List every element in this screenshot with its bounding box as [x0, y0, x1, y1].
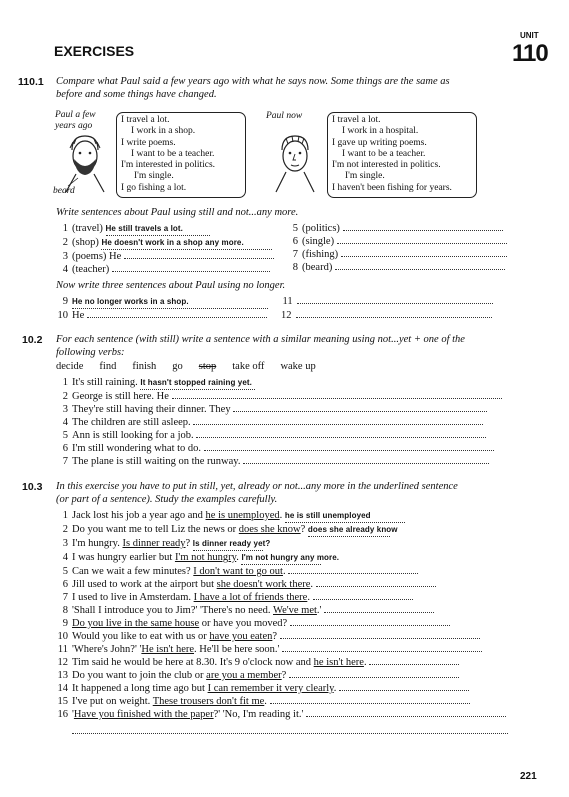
sentence-text: ? [300, 524, 306, 535]
underlined-phrase: does she know [238, 524, 301, 535]
sentence-text: .' [316, 605, 322, 616]
list-item [56, 604, 516, 617]
sentence-text: . [363, 657, 367, 668]
sentence-text: 'Where's John?' ' [72, 644, 142, 655]
sentence-text: . [279, 510, 283, 521]
list-item [56, 551, 516, 565]
sentence-text: . He'll be here soon.' [194, 644, 280, 655]
sentence-text: or have you moved? [199, 618, 288, 629]
answer-field[interactable]: He no longer works in a shop. [72, 295, 268, 309]
list-item: 4 The children are still asleep. [56, 416, 516, 429]
answer-field[interactable] [87, 317, 267, 318]
final-answer-line[interactable] [72, 732, 508, 734]
item-number: 4 [62, 552, 68, 563]
sentence-text: . [307, 592, 310, 603]
list-item: 5 (politics) [286, 222, 506, 235]
list-item: 3 (poems) He [56, 250, 286, 263]
answer-field[interactable] [341, 256, 507, 257]
list-item: 8 (beard) [286, 261, 506, 274]
unit-label: UNIT [520, 31, 539, 40]
task-instruction-2: Now write three sentences about Paul using no longer. [56, 280, 286, 291]
unit-number: 110 [512, 40, 548, 67]
answer-field[interactable]: he is still unemployed [285, 509, 405, 523]
item-number: 14 [57, 683, 68, 694]
list-item: 1 It's still raining. It hasn't stopped raining yet. [56, 376, 516, 390]
answer-field[interactable] [369, 664, 459, 665]
answer-field[interactable] [335, 269, 505, 270]
answer-field[interactable] [193, 424, 483, 425]
item-number: 6 [62, 579, 68, 590]
sentence-text: . [282, 566, 286, 577]
answer-field[interactable] [204, 450, 494, 451]
answer-list-right [286, 222, 506, 274]
list-item [56, 708, 516, 721]
speech-bubble-before: I travel a lot. I work in a shop. I write poems. I want to be a teacher. I'm interested in politics. I'm single. I go fishing a lot. [116, 112, 246, 198]
list-item [56, 523, 516, 537]
sentence-list [56, 376, 516, 468]
item-number: 2 [62, 524, 68, 535]
item-number: 13 [57, 670, 68, 681]
underlined-phrase: are you a member [206, 670, 282, 681]
item-number: 9 [62, 618, 68, 629]
sentence-text: I've put on weight. [72, 696, 153, 707]
answer-field[interactable] [112, 271, 270, 272]
underlined-phrase: He isn't here [141, 644, 195, 655]
item-number: 5 [62, 566, 68, 577]
list-item [56, 669, 516, 682]
list-item [56, 537, 516, 551]
answer-field[interactable] [324, 612, 434, 613]
sentence-text: ?' 'No, I'm reading it.' [213, 709, 304, 720]
answer-field[interactable] [296, 317, 492, 318]
list-item: 3 They're still having their dinner. They [56, 403, 516, 416]
sentence-text: Jack lost his job a year ago and [72, 510, 206, 521]
page-title: EXERCISES [54, 43, 135, 59]
list-item [56, 695, 516, 708]
answer-field[interactable] [288, 573, 418, 574]
list-item [56, 617, 516, 630]
answer-field[interactable] [233, 411, 487, 412]
list-item: 10 He 12 [56, 309, 516, 322]
answer-field[interactable]: He still travels a lot. [106, 222, 210, 236]
sentence-text: Do you want to join the club or [72, 670, 207, 681]
item-number: 16 [57, 709, 68, 720]
list-item: 2 (shop) He doesn't work in a shop any more. [56, 236, 286, 250]
page-number: 221 [520, 771, 537, 782]
answer-field[interactable] [313, 599, 413, 600]
task-instruction: Write sentences about Paul using still and not...any more. [56, 207, 299, 218]
sentence-text: ? [281, 670, 287, 681]
item-number: 15 [57, 696, 68, 707]
answer-field[interactable] [282, 651, 482, 652]
answer-field[interactable]: He doesn't work in a shop any more. [101, 236, 272, 250]
item-number: 12 [57, 657, 68, 668]
answer-field[interactable]: Is dinner ready yet? [193, 537, 263, 551]
list-item: 2 George is still here. He [56, 390, 516, 403]
answer-field[interactable] [196, 437, 486, 438]
answer-field[interactable] [172, 398, 502, 399]
speech-bubble-now: I travel a lot. I work in a hospital. I gave up writing poems. I want to be a teacher. I'm not interested in politics. I'm single. I haven't been fishing for years. [327, 112, 477, 198]
list-item: 1 (travel) He still travels a lot. [56, 222, 286, 236]
item-number: 3 [62, 538, 68, 549]
item-number: 10 [57, 631, 68, 642]
sentence-text: Would you like to eat with us or [72, 631, 210, 642]
sentence-text: . [236, 552, 239, 563]
exercise-instruction: For each sentence (with still) write a sentence with a similar meaning using not...yet + one of the following verbs: [56, 334, 465, 358]
sentence-text: . [333, 683, 337, 694]
underlined-phrase: I don't want to go out [193, 566, 283, 577]
answer-field[interactable] [124, 258, 274, 259]
answer-field[interactable] [297, 303, 493, 304]
sentence-text: 'Shall I introduce you to Jim?' 'There's no need. [72, 605, 273, 616]
list-item [56, 643, 516, 656]
sentence-text: I'm hungry. [72, 538, 123, 549]
sentence-text: Do you want me to tell Liz the news or [72, 524, 239, 535]
exercise-instruction: Compare what Paul said a few years ago with what he says now. Some things are the same as before and some things have changed. [56, 76, 450, 100]
verb-list: decide find finish go stop take off wake up [56, 361, 316, 372]
no-longer-list [56, 295, 516, 322]
sentence-text: ? [185, 538, 191, 549]
list-item: 6 I'm still wondering what to do. [56, 442, 516, 455]
paul-now-illustration [268, 132, 322, 194]
answer-field[interactable] [339, 690, 469, 691]
sentence-text: I used to live in Amsterdam. [72, 592, 194, 603]
answer-field[interactable] [290, 625, 450, 626]
underlined-phrase: We've met [273, 605, 317, 616]
answer-list-left [56, 222, 286, 276]
answer-field[interactable] [316, 586, 436, 587]
list-item: 9 He no longer works in a shop. 11 [56, 295, 516, 309]
item-number: 8 [62, 605, 68, 616]
sentence-text: ? [272, 631, 278, 642]
underlined-phrase: Have you finished with the paper [73, 709, 214, 720]
underlined-phrase: These trousers don't fit me [152, 696, 265, 707]
underlined-phrase: I'm not hungry [174, 552, 237, 563]
sentence-text: ' [72, 709, 74, 720]
sentence-text: Tim said he would be here at 8.30. It's 9 o'clock now and [72, 657, 314, 668]
list-item [56, 509, 516, 523]
sentence-text: Jill used to work at the airport but [72, 579, 217, 590]
exercise-instruction: In this exercise you have to put in still, yet, already or not...any more in the underlined sentence (or part of a sentence). Study the examples carefully. [56, 481, 458, 505]
sentence-text: . [310, 579, 314, 590]
exercise-number: 10.3 [22, 481, 43, 493]
list-item [56, 656, 516, 669]
beard-label: beard [53, 186, 75, 196]
underlined-phrase: I can remember it very clearly [207, 683, 334, 694]
list-item: 4 (teacher) [56, 263, 286, 276]
exercise-number: 110.1 [18, 76, 44, 88]
list-item: 6 (single) [286, 235, 506, 248]
item-number: 11 [57, 644, 68, 655]
exercise-number: 10.2 [22, 334, 43, 346]
answer-field[interactable] [343, 230, 503, 231]
answer-field[interactable] [306, 716, 506, 717]
list-item: 5 Ann is still looking for a job. [56, 429, 516, 442]
answer-field[interactable]: It hasn't stopped raining yet. [140, 376, 255, 390]
underlined-phrase: he is unemployed [205, 510, 280, 521]
list-item [56, 682, 516, 695]
label-before: Paul a few years ago [55, 110, 96, 131]
answer-field[interactable] [280, 638, 480, 639]
sentence-list [56, 509, 516, 721]
answer-field[interactable] [289, 677, 459, 678]
answer-field[interactable] [337, 243, 507, 244]
sentence-text: Can we wait a few minutes? [72, 566, 194, 577]
item-number: 1 [62, 510, 68, 521]
beard-pointer [66, 176, 80, 188]
list-item: 7 (fishing) [286, 248, 506, 261]
underlined-phrase: Is dinner ready [122, 538, 186, 549]
item-number: 7 [62, 592, 68, 603]
answer-field[interactable] [243, 463, 489, 464]
underlined-phrase: have you eaten [209, 631, 273, 642]
list-item [56, 578, 516, 591]
underlined-phrase: I have a lot of friends there [193, 592, 308, 603]
label-now: Paul now [266, 111, 303, 121]
underlined-phrase: Do you live in the same house [72, 618, 200, 629]
underlined-phrase: he isn't here [313, 657, 364, 668]
answer-field[interactable] [270, 703, 470, 704]
sentence-text: . [264, 696, 267, 707]
sentence-text: It happened a long time ago but [72, 683, 208, 694]
list-item [56, 630, 516, 643]
answer-field[interactable]: I'm not hungry any more. [241, 551, 321, 565]
underlined-phrase: she doesn't work there [216, 579, 311, 590]
list-item: 7 The plane is still waiting on the runway. [56, 455, 516, 468]
sentence-text: I was hungry earlier but [72, 552, 175, 563]
list-item [56, 565, 516, 578]
list-item [56, 591, 516, 604]
answer-field[interactable]: does she already know [308, 523, 390, 537]
